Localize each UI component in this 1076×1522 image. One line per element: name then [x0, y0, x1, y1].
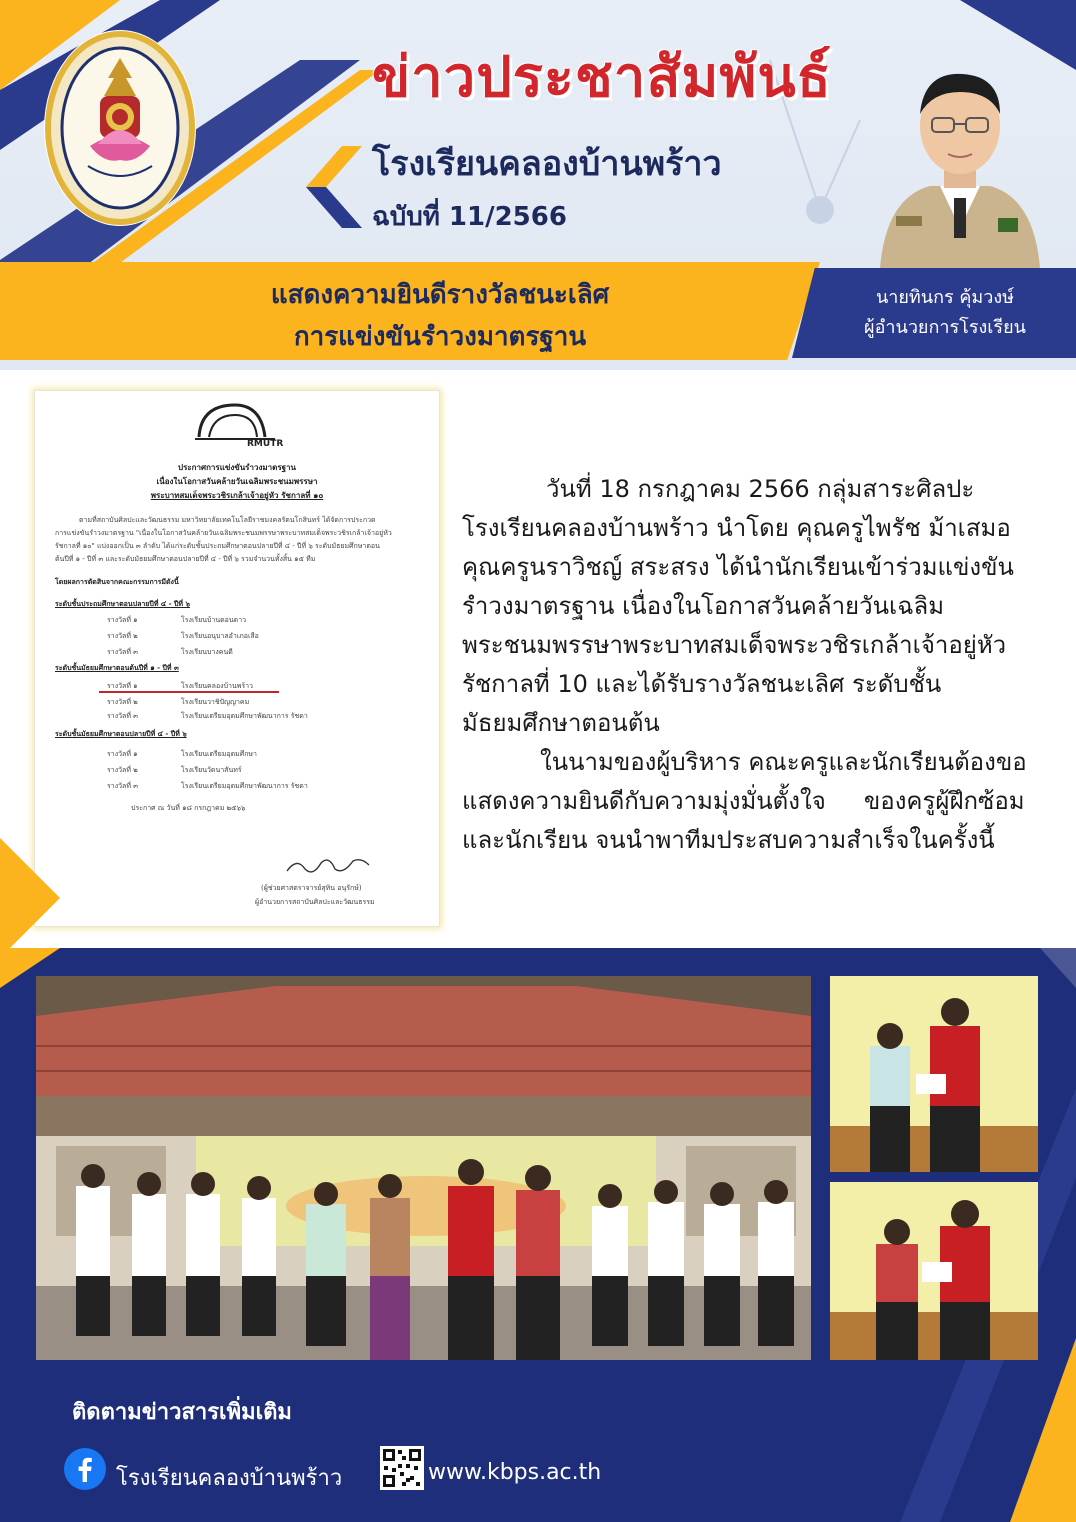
announcement-document	[34, 390, 440, 927]
signature	[283, 853, 373, 879]
director-portrait	[870, 48, 1050, 268]
article-body	[462, 470, 1052, 860]
doc-school: โรงเรียนเตรียมอุดมศึกษาพัฒนาการ รัชดา	[181, 712, 308, 720]
article-line: และนักเรียน จนนำพาทีมประสบความสำเร็จในครั้งนี้	[462, 826, 995, 854]
doc-prize: รางวัลที่ ๓	[107, 782, 138, 790]
doc-judged: โดยผลการตัดสินจากคณะกรรมการมีดังนี้	[55, 578, 179, 586]
doc-para-2: การแข่งขันรำวงมาตรฐาน "เนื่องในโอกาสวันคล้ายวันเฉลิมพระชนมพรรษาพระบาทสมเด็จพระวชิรเกล้าเจ้าอยู่หัว	[55, 529, 392, 537]
doc-signer: (ผู้ช่วยศาสตราจารย์สุทิน อนุรักษ์)	[261, 884, 362, 892]
doc-prize: รางวัลที่ ๑	[107, 682, 138, 690]
doc-school: โรงเรียนวัดนาสันทร์	[181, 766, 242, 774]
doc-school: โรงเรียนอนุบาลอำเภอเสือ	[181, 632, 259, 640]
article-line: โรงเรียนคลองบ้านพร้าว นำโดย คุณครูไพรัช ม้าเสมอ	[462, 514, 1011, 542]
doc-section-heading: ระดับชั้นประถมศึกษาตอนปลายปีที่ ๔ - ปีที่ ๖	[55, 600, 190, 608]
doc-org: RMUTR	[247, 439, 284, 449]
main-title: ข่าวประชาสัมพันธ์	[372, 45, 832, 110]
doc-announced: ประกาศ ณ วันที่ ๑๘ กรกฎาคม ๒๕๖๖	[131, 804, 246, 812]
doc-prize: รางวัลที่ ๒	[107, 766, 138, 774]
doc-school: โรงเรียนเตรียมอุดมศึกษา	[181, 750, 257, 758]
article-line: คุณครูนราวิชญ์ สระสรง ได้นำนักเรียนเข้าร่วมแข่งขัน	[462, 553, 1014, 581]
doc-school: โรงเรียนบางคนดี	[181, 648, 233, 656]
article-line: แสดงความยินดีกับความมุ่งมั่นตั้งใจ ของครูผู้ฝึกซ้อม	[462, 787, 1025, 815]
doc-heading-3: พระบาทสมเด็จพระวชิรเกล้าเจ้าอยู่หัว รัชกาลที่ ๑๐	[150, 491, 324, 500]
doc-para-1: ตามที่สถาบันศิลปะและวัฒนธรรม มหาวิทยาลัยเทคโนโลยีราชมงคลรัตนโกสินทร์ ได้จัดการประกวด	[79, 516, 376, 524]
website-link[interactable]: www.kbps.ac.th	[428, 1460, 602, 1485]
article-line: มัธยมศึกษาตอนต้น	[462, 709, 660, 737]
doc-section-heading: ระดับชั้นมัธยมศึกษาตอนปลายปีที่ ๔ - ปีที่ ๖	[55, 730, 187, 738]
doc-prize: รางวัลที่ ๓	[107, 712, 138, 720]
school-logo	[40, 26, 200, 230]
doc-heading-2: เนื่องในโอกาสวันคล้ายวันเฉลิมพระชนมพรรษา	[156, 477, 318, 486]
doc-para-3: รัชกาลที่ ๑๐" แบ่งออกเป็น ๓ ลำดับ ได้แก่ระดับชั้นประถมศึกษาตอนปลายปีที่ ๔ - ปีที่ ๖ ระดับมัธยมศึกษาตอน	[55, 542, 380, 550]
doc-school: โรงเรียนบ้านดอนดาว	[181, 616, 247, 624]
award-group-photo	[36, 976, 811, 1360]
doc-prize: รางวัลที่ ๒	[107, 632, 138, 640]
article-line: วันที่ 18 กรกฎาคม 2566 กลุ่มสาระศิลปะ	[546, 475, 975, 503]
doc-school: โรงเรียนเตรียมอุดมศึกษาพัฒนาการ รัชดา	[181, 782, 308, 790]
doc-highlight-underline	[99, 691, 279, 693]
award-handover-photo-1	[830, 976, 1038, 1172]
doc-para-4: ต้นปีที่ ๑ - ปีที่ ๓ และระดับมัธยมศึกษาตอนปลายปีที่ ๔ - ปีที่ ๖ รวมจำนวนทั้งสิ้น ๑๕ ทีม	[55, 555, 316, 563]
headline-line-2: การแข่งขันรำวงมาตรฐาน	[293, 322, 587, 352]
school-name: โรงเรียนคลองบ้านพร้าว	[372, 144, 722, 184]
doc-prize: รางวัลที่ ๒	[107, 698, 138, 706]
facebook-icon[interactable]	[64, 1448, 106, 1490]
doc-heading-1: ประกาศการแข่งขันรำวงมาตรฐาน	[177, 463, 296, 472]
doc-prize: รางวัลที่ ๑	[107, 616, 138, 624]
article-line: ในนามของผู้บริหาร คณะครูและนักเรียนต้องขอ	[540, 748, 1027, 776]
follow-title: ติดตามข่าวสารเพิ่มเติม	[72, 1400, 292, 1425]
award-handover-photo-2	[830, 1182, 1038, 1360]
facebook-link[interactable]: โรงเรียนคลองบ้านพร้าว	[116, 1466, 343, 1491]
doc-school: โรงเรียนวาชิปัญญาคม	[181, 698, 250, 706]
chevron-k-icon	[298, 146, 362, 228]
article-line: รัชกาลที่ 10 และได้รับรางวัลชนะเลิศ ระดับชั้น	[462, 670, 942, 698]
left-accent	[0, 838, 60, 958]
doc-signer-title: ผู้อำนวยการสถาบันศิลปะและวัฒนธรรม	[255, 898, 375, 906]
doc-prize: รางวัลที่ ๓	[107, 648, 138, 656]
director-name: นายทินกร คุ้มวงษ์	[875, 287, 1015, 308]
doc-prize: รางวัลที่ ๑	[107, 750, 138, 758]
doc-section-heading: ระดับชั้นมัธยมศึกษาตอนต้นปีที่ ๑ - ปีที่ ๓	[55, 664, 179, 672]
article-line: พระชนมพรรษาพระบาทสมเด็จพระวชิรเกล้าเจ้าอยู่หัว	[462, 631, 1007, 659]
headline-line-1: แสดงความยินดีรางวัลชนะเลิศ	[270, 280, 610, 310]
qr-code-icon[interactable]	[380, 1446, 424, 1490]
article-line: รำวงมาตรฐาน เนื่องในโอกาสวันคล้ายวันเฉลิม	[462, 592, 945, 620]
issue-number: ฉบับที่ 11/2566	[372, 202, 567, 232]
doc-school-highlight: โรงเรียนคลองบ้านพร้าว	[181, 682, 253, 690]
director-title: ผู้อำนวยการโรงเรียน	[864, 317, 1026, 338]
